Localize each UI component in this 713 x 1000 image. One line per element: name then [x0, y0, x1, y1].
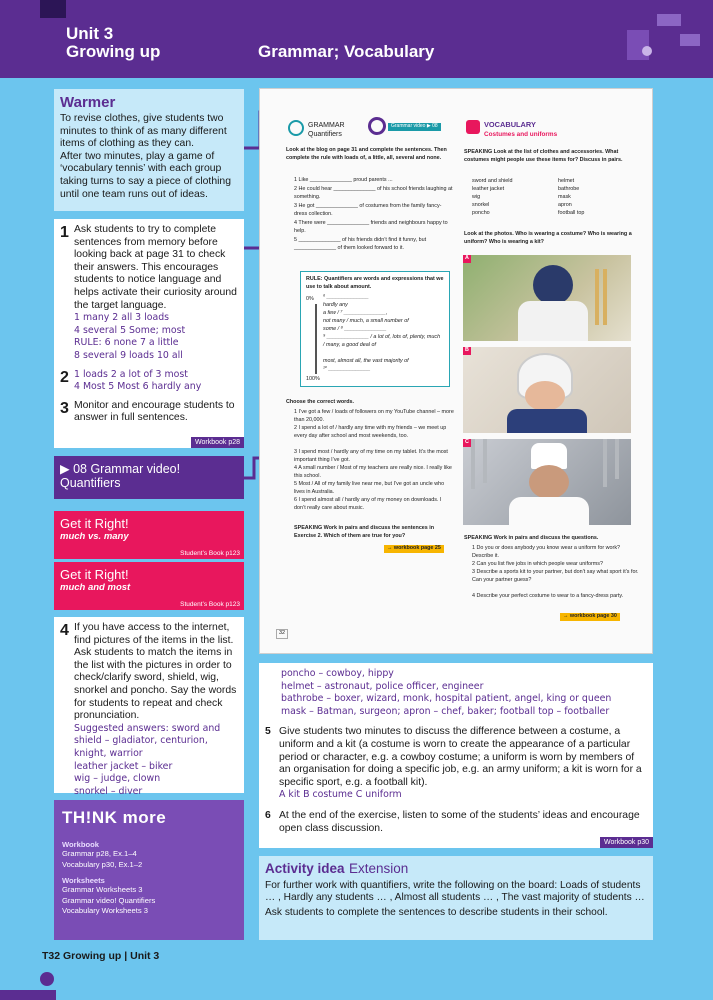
answer-line: helmet – astronaut, police officer, engineer: [281, 680, 484, 692]
list-item: leather jacket: [472, 186, 505, 192]
ex4-instruction: SPEAKING Look at the list of clothes and accessories. What costumes might people use these items for? Discuss in pairs.: [464, 149, 623, 163]
photo-label: B: [465, 347, 469, 353]
warmer-box: [54, 89, 244, 211]
face-shape: [529, 465, 569, 499]
utensil: [603, 439, 607, 487]
photo-cricketer: [463, 255, 631, 341]
unit-number: Unit 3: [66, 24, 114, 43]
ex2-instruction: Choose the correct words.: [286, 399, 354, 405]
decor-bar: [0, 990, 56, 1000]
utensil: [615, 439, 619, 479]
workbook-page-link[interactable]: → workbook page 25: [384, 545, 444, 553]
ex6-question: 4 Describe your perfect costume to wear to a fancy-dress party.: [472, 593, 624, 599]
notes-box-1: [54, 219, 244, 448]
ex1-sentence: 3 He got ______________ of costumes from the family fancy-dress collection.: [294, 203, 442, 217]
note-number: 3: [60, 399, 69, 417]
note-number: 1: [60, 224, 69, 241]
rule-zero: 0%: [306, 296, 314, 302]
body-shape: [509, 497, 589, 525]
note-number: 4: [60, 622, 69, 639]
ex6-question: 1 Do you or does anybody you know wear a uniform for work? Describe it.: [472, 545, 621, 559]
stump: [603, 269, 607, 325]
gir-sub: much and most: [60, 582, 131, 593]
ex6-instruction: SPEAKING Work in pairs and discuss the questions.: [464, 535, 599, 541]
section-title: Grammar; Vocabulary: [258, 42, 435, 61]
photo-label: A: [465, 255, 469, 261]
grammar-video-box[interactable]: [54, 456, 244, 499]
body-shape: [518, 301, 588, 341]
callout-circle: [368, 117, 386, 135]
activity-idea-box: [259, 856, 653, 940]
rule-text: RULE: Quantifiers are words and expressions that we use to talk about amount.: [306, 276, 444, 290]
ex2-item: 4 A small number / Most of my teachers are really nice. I really like this school.: [294, 465, 452, 479]
answer-line: Suggested answers: sword and shield – gladiator, centurion, knight, warrior: [74, 722, 221, 759]
gir-sub: much vs. many: [60, 531, 129, 542]
warmer-text-2: After two minutes, play a game of ‘vocabulary tennis’ with each group taking turns to say a piece of clothing until one team runs out of ideas.: [60, 150, 231, 200]
costumes-heading: Costumes and uniforms: [484, 131, 558, 138]
notes-continuation: [259, 663, 653, 848]
rule-arrow: [315, 304, 317, 374]
warmer-text-1: To revise clothes, give students two minutes to think of as many different items of clothing as they can.: [60, 113, 227, 150]
answer-line: snorkel – diver: [74, 785, 143, 797]
photo-chef: [463, 439, 631, 525]
note-text-1: Ask students to try to complete sentences from memory before looking back at page 31 to check their answers. This encourages students to notice language and helps activate their curiosity around the target language.: [74, 224, 237, 311]
ex6-question: 3 Describe a sports kit to your partner, but don’t say what sport it’s for. Can your partner guess?: [472, 569, 639, 583]
list-item: poncho: [472, 210, 490, 216]
ex2-item: 5 Most / All of my family live near me, but I’ve got an uncle who lives in Australia.: [294, 481, 445, 495]
get-it-right-box-2: [54, 562, 244, 610]
think-item: Grammar video! Quantifiers: [62, 895, 156, 905]
ex1-sentence: 2 He could hear ______________ of his school friends laughing at something.: [294, 186, 453, 200]
list-item: sword and shield: [472, 178, 513, 184]
vocabulary-icon: [466, 120, 480, 134]
utensil: [483, 439, 487, 483]
notes-box-4: [54, 617, 244, 797]
list-item: wig: [472, 194, 481, 200]
students-book-page: [259, 88, 653, 654]
gir-title: Get it Right!: [60, 516, 129, 531]
ex5-instruction: Look at the photos. Who is wearing a costume? Who is wearing a uniform? Who is wearing a kit?: [464, 231, 632, 245]
gir-title: Get it Right!: [60, 567, 129, 582]
ex1-sentence: 5 ______________ of his friends didn’t find it funny, but ______________ of them looked forward to it.: [294, 237, 427, 251]
decor-square: [657, 14, 681, 26]
utensil: [471, 439, 475, 489]
stump: [595, 269, 599, 325]
think-item: Vocabulary p30, Ex.1–2: [62, 859, 143, 869]
rule-hundred: 100%: [306, 376, 320, 382]
grammar-heading: GRAMMAR: [308, 122, 345, 129]
warmer-heading: Warmer: [60, 94, 116, 111]
list-item: football top: [558, 210, 585, 216]
workbook-page-link[interactable]: → workbook page 30: [560, 613, 620, 621]
note-text-4: If you have access to the internet, find pictures of the items in the list. Ask students to match the items in the list with the pictures in order to check/clarify sword, shield, wig, snorkel and poncho. Say the words for students to repeat and check pronunciation.: [74, 622, 237, 722]
page-number: 32: [276, 629, 288, 639]
rule-line: some / ⁸ ______________: [323, 326, 387, 332]
answer-line: mask – Batman, surgeon; apron – chef, baker; football top – footballer: [281, 705, 610, 717]
answer-line: poncho – cowboy, hippy: [281, 668, 394, 679]
rule-line: ⁹ ______________ / a lot of, lots of, plenty, much / many, a good deal of: [323, 334, 441, 348]
list-item: mask: [558, 194, 571, 200]
face-shape: [525, 381, 565, 411]
answer-line: leather jacket – biker: [74, 760, 173, 772]
video-title: ▶ 08 Grammar video!: [60, 462, 181, 476]
note-number: 2: [60, 368, 69, 386]
decor-dot: [40, 972, 54, 986]
note-text-6: At the end of the exercise, listen to some of the students’ ideas and encourage open class discussion.: [279, 809, 640, 834]
answer-line: 1 loads 2 a lot of 3 most: [74, 368, 188, 380]
vocabulary-heading: VOCABULARY: [484, 120, 536, 129]
note-text-3: Monitor and encourage students to answer in full sentences.: [74, 399, 235, 424]
answer-line: RULE: 6 none 7 a little: [74, 337, 179, 349]
think-item: Grammar p28, Ex.1–4: [62, 849, 137, 858]
header-bar: [0, 0, 713, 78]
answer-line: 4 several 5 Some; most: [74, 324, 186, 336]
answer-line: wig – judge, clown: [74, 773, 161, 785]
rule-box: [300, 271, 450, 387]
answer-line: 4 Most 5 Most 6 hardly any: [74, 381, 202, 393]
ex1-sentence: 1 Like ______________ proud parents ...: [294, 177, 393, 183]
photo-label: C: [465, 439, 469, 445]
think-item: Vocabulary Worksheets 3: [62, 906, 148, 915]
decor-square: [680, 34, 700, 46]
unit-title: Growing up: [66, 42, 161, 61]
think-item: Grammar Worksheets 3: [62, 885, 143, 894]
body-shape: [507, 409, 587, 433]
think-subheading: Worksheets: [62, 876, 105, 885]
ex6-question: 2 Can you list five jobs in which people wear uniforms?: [472, 561, 603, 567]
answer-line: 1 many 2 all 3 loads: [74, 312, 170, 324]
answer-line: bathrobe – boxer, wizard, monk, hospital patient, angel, king or queen: [281, 693, 612, 705]
get-it-right-box-1: [54, 511, 244, 559]
activity-text-1: For further work with quantifiers, write the following on the board: Loads of students … , Hardly any students … , Almost all students … , The vast majority of students …: [265, 880, 645, 904]
students-book-tag: Student’s Book p123: [176, 599, 244, 610]
rule-line: hardly any: [323, 302, 348, 308]
answer-line: 8 several 9 loads 10 all: [74, 349, 183, 361]
ex2-item: 6 I spend almost all / hardly any of my money on downloads. I don’t really care about music.: [294, 497, 442, 511]
ex1-sentence: 4 There were ______________ friends and neighbours happy to help.: [294, 220, 448, 234]
helmet-shape: [533, 265, 573, 305]
note-number: 5: [265, 726, 271, 738]
think-subheading: Workbook: [62, 840, 99, 849]
think-more-box: [54, 800, 244, 940]
decor-dot: [642, 46, 652, 56]
ex3-instruction: SPEAKING Work in pairs and discuss the sentences in Exercise 2. Which of them are true for you?: [294, 525, 435, 539]
grammar-icon: [288, 120, 304, 136]
list-item: bathrobe: [558, 186, 580, 192]
decor-square: [40, 0, 66, 18]
rule-line: ⁶ ______________: [323, 294, 369, 300]
note-number: 6: [265, 809, 271, 821]
students-book-tag: Student’s Book p123: [176, 548, 244, 559]
ex2-item: 1 I’ve got a few / loads of followers on my YouTube channel – more than 20,000.: [294, 409, 454, 423]
activity-title: Activity idea: [265, 861, 345, 876]
list-item: apron: [558, 202, 572, 208]
quantifiers-heading: Quantifiers: [308, 131, 342, 138]
list-item: helmet: [558, 178, 575, 184]
page-footer: T32 Growing up | Unit 3: [42, 950, 160, 962]
activity-subtitle: Extension: [348, 861, 409, 876]
list-item: snorkel: [472, 202, 490, 208]
rule-line: not many / much, a small number of: [323, 318, 409, 324]
rule-line: most, almost all, the vast majority of: [323, 358, 409, 364]
photo-child: [463, 347, 631, 433]
note-text-5: Give students two minutes to discuss the difference between a costume, a uniform and a kit (a costume is worn to create the appearance of a particular period or character, e.g. a cowboy costume; a uniform is worn by members of an organisation for doing a specific job, e.g. an army uniform; a kit is worn for a specific sport, e.g. a football kit).: [279, 726, 642, 788]
think-title: TH!NK more: [62, 808, 167, 827]
video-subtitle: Quantifiers: [60, 476, 121, 490]
grammar-video-badge: Grammar video ▶ 08: [388, 123, 441, 131]
activity-text-2: Ask students to complete the sentences to describe students in their school.: [265, 906, 608, 918]
rule-line: a few / ⁷ ______________,: [323, 310, 388, 316]
ex2-item: 2 I spend a lot of / hardly any time with my friends – we meet up every day after school and most weekends, too.: [294, 425, 447, 439]
answer-line: A kit B costume C uniform: [279, 789, 402, 801]
ex1-instruction: Look at the blog on page 31 and complete the sentences. Then complete the rule with loads of, a little, all, several and none.: [286, 147, 447, 161]
workbook-tag: Workbook p28: [191, 437, 244, 448]
rule-line: ¹⁰ ______________: [323, 366, 371, 372]
ex2-item: 3 I spend most / hardly any of my time on my tablet. It’s the most important thing I’ve got.: [294, 449, 448, 463]
workbook-tag: Workbook p30: [600, 837, 653, 848]
